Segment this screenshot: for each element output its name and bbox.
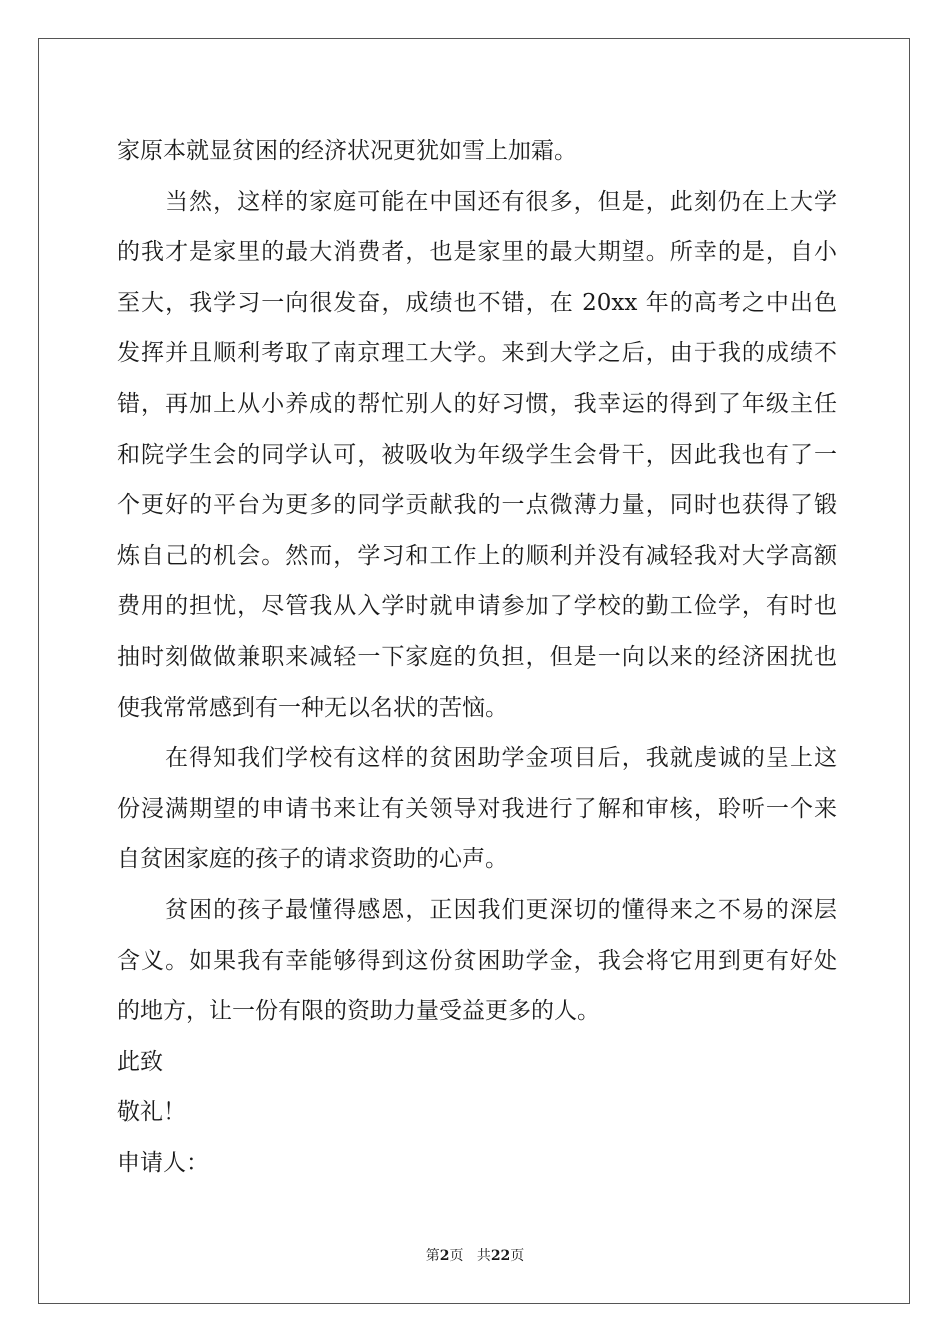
text-line: 含义。如果我有幸能够得到这份贫困助学金，我会将它用到更有好处 — [117, 947, 837, 974]
text-line: 错，再加上从小养成的帮忙别人的好习惯，我幸运的得到了年级主任 — [117, 390, 837, 417]
text-line: 个更好的平台为更多的同学贡献我的一点微薄力量，同时也获得了锻 — [117, 492, 837, 519]
text-line: 自贫困家庭的孩子的请求资助的心声。 — [117, 846, 508, 873]
page-total: 22 — [490, 1248, 511, 1264]
closing-respect: 敬礼！ — [117, 1099, 186, 1126]
letter-body — [117, 126, 837, 1188]
text-line: 的地方，让一份有限的资助力量受益更多的人。 — [117, 998, 600, 1025]
total-unit: 页 — [510, 1248, 525, 1264]
text-line: 的我才是家里的最大消费者，也是家里的最大期望。所幸的是，自小 — [117, 239, 837, 266]
page-footer — [0, 1245, 950, 1265]
applicant-label: 申请人： — [117, 1149, 209, 1176]
text-line: 份浸满期望的申请书来让有关领导对我进行了解和审核，聆听一个来 — [117, 795, 837, 822]
text-line: 炼自己的机会。然而，学习和工作上的顺利并没有减轻我对大学高额 — [117, 542, 837, 569]
paragraph-start-line: 在得知我们学校有这样的贫困助学金项目后，我就虔诚的呈上这 — [165, 745, 837, 772]
text-line: 和院学生会的同学认可，被吸收为年级学生会骨干，因此我也有了一 — [117, 441, 837, 468]
page-prefix: 第 — [425, 1248, 440, 1264]
text-line: 使我常常感到有一种无以名状的苦恼。 — [117, 694, 508, 721]
paragraph-start-line: 当然，这样的家庭可能在中国还有很多，但是，此刻仍在上大学 — [165, 188, 837, 215]
page-current: 2 — [439, 1248, 450, 1264]
text-line: 费用的担忧，尽管我从入学时就申请参加了学校的勤工俭学，有时也 — [117, 593, 837, 620]
total-prefix: 共 — [476, 1248, 491, 1264]
paragraph-start-line: 贫困的孩子最懂得感恩，正因我们更深切的懂得来之不易的深层 — [165, 896, 837, 923]
text-line: 家原本就显贫困的经济状况更犹如雪上加霜。 — [117, 138, 577, 164]
text-line: 至大，我学习一向很发奋，成绩也不错，在 20xx 年的高考之中出色 — [117, 289, 837, 316]
page-unit: 页 — [449, 1248, 464, 1264]
text-line: 发挥并且顺利考取了南京理工大学。来到大学之后，由于我的成绩不 — [117, 340, 837, 367]
text-line: 抽时刻做做兼职来减轻一下家庭的负担，但是一向以来的经济困扰也 — [117, 643, 837, 670]
closing-salutation: 此致 — [117, 1048, 163, 1075]
